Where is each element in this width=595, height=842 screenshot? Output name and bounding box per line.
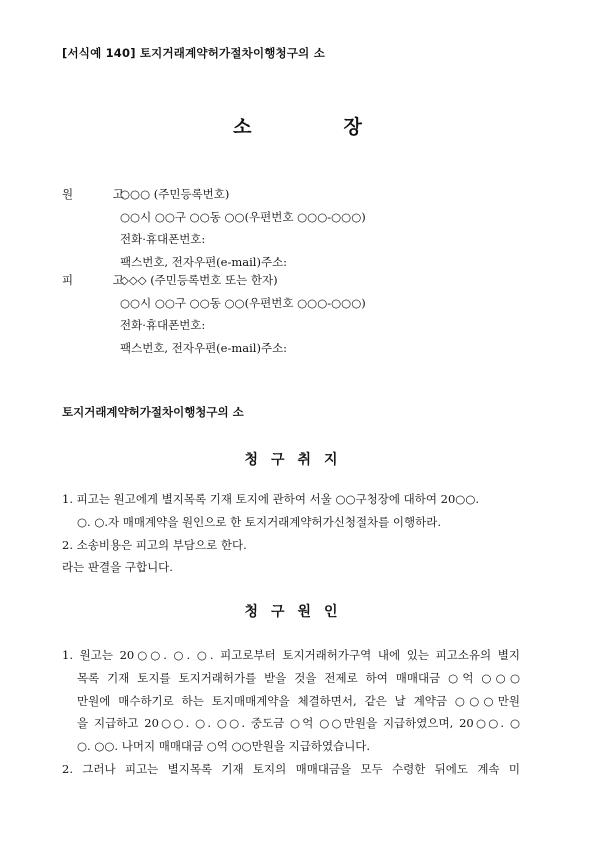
defendant-address: ○○시 ○○구 ○○동 ○○(우편번호 ○○○-○○○) bbox=[120, 295, 366, 310]
claim-purpose-body bbox=[62, 488, 520, 579]
case-name: 토지거래계약허가절차이행청구의 소 bbox=[62, 405, 244, 419]
title-char-2: 장 bbox=[343, 116, 362, 138]
claim-cause-body bbox=[62, 644, 520, 781]
claim-purpose-heading: 청구취지 bbox=[244, 452, 351, 468]
claim-cause-line: ○. ○○. 나머지 매매대금 ○억 ○○만원을 지급하였습니다. bbox=[77, 739, 371, 754]
plaintiff-address: ○○시 ○○구 ○○동 ○○(우편번호 ○○○-○○○) bbox=[120, 209, 366, 224]
claim-cause-line: 2. 그러나 피고는 별지목록 기재 토지의 매매대금을 모두 수령한 뒤에도 계속 미 bbox=[62, 761, 520, 776]
claim-cause-line: 1. 원고는 20○○. ○. ○. 피고로부터 토지거래허가구역 내에 있는 피고소유의 별지 bbox=[62, 648, 520, 662]
claim-purpose-line: 라는 판결을 구합니다. bbox=[62, 560, 173, 575]
defendant-label: 피 고 bbox=[62, 273, 142, 287]
claim-purpose-line: ○. ○.자 매매계약을 원인으로 한 토지거래계약허가신청절차를 이행하라. bbox=[77, 514, 442, 529]
claim-cause-line: 만원에 매수하기로 하는 토지매매계약을 체결하면서, 같은 날 계약금 ○○○만원 bbox=[77, 693, 520, 708]
claim-purpose-line: 2. 소송비용은 피고의 부담으로 한다. bbox=[62, 537, 247, 552]
defendant-name: ◇◇◇ (주민등록번호 또는 한자) bbox=[120, 273, 278, 287]
plaintiff-phone: 전화·휴대폰번호: bbox=[120, 232, 206, 246]
claim-purpose-line: 1. 피고는 원고에게 별지목록 기재 토지에 관하여 서울 ○○구청장에 대하여 20○○. bbox=[62, 492, 480, 506]
claim-cause-heading: 청구원인 bbox=[244, 604, 351, 620]
claim-cause-line: 목록 기재 토지를 토지거래허가를 받을 것을 전제로 하여 매매대금 ○억 ○○○ bbox=[77, 670, 520, 685]
plaintiff-name: ○○○ (주민등록번호) bbox=[120, 187, 230, 201]
defendant-fax-email: 팩스번호, 전자우편(e-mail)주소: bbox=[120, 340, 288, 355]
form-header: [서식예 140] 토지거래계약허가절차이행청구의 소 bbox=[62, 46, 325, 60]
document-title bbox=[0, 112, 595, 139]
plaintiff-label: 원 고 bbox=[62, 187, 142, 201]
title-char-1: 소 bbox=[233, 116, 252, 138]
defendant-phone: 전화·휴대폰번호: bbox=[120, 318, 206, 332]
claim-cause-line: 을 지급하고 20○○. ○. ○○. 중도금 ○억 ○○만원을 지급하였으며, 20○○. ○ bbox=[77, 716, 520, 731]
plaintiff-fax-email: 팩스번호, 전자우편(e-mail)주소: bbox=[120, 254, 288, 269]
